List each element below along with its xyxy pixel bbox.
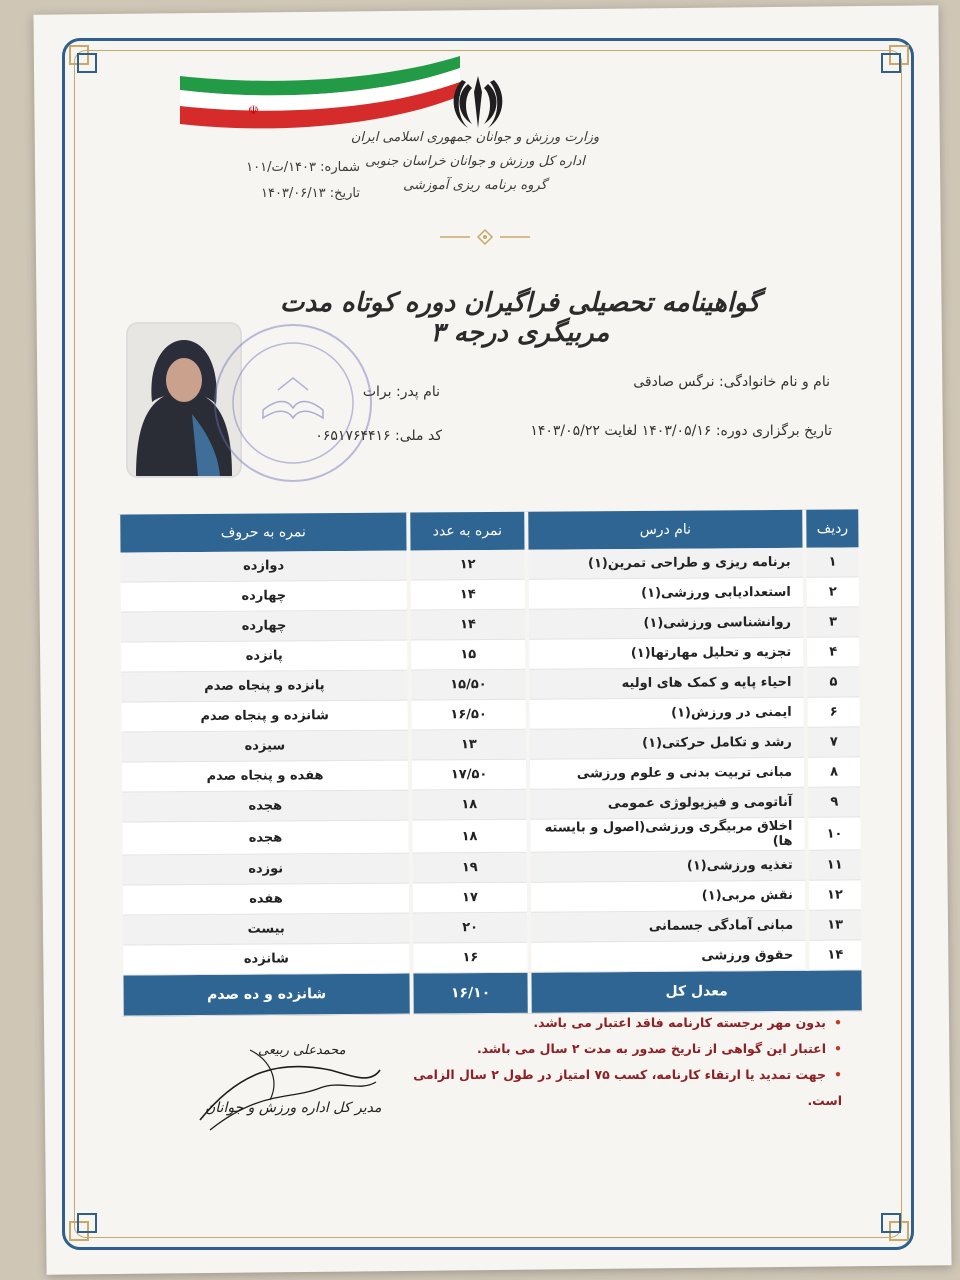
row-score: ۱۸ (410, 789, 528, 820)
official-stamp (208, 318, 378, 488)
row-words: هفده (121, 883, 411, 915)
row-course: اخلاق مربیگری ورزشی(اصول و بایسته ها) (528, 817, 806, 852)
row-index: ۱ (805, 547, 859, 577)
row-index: ۱۰ (806, 817, 860, 850)
row-index: ۸ (806, 757, 860, 787)
row-score: ۱۶ (411, 942, 529, 973)
father-row (270, 384, 440, 400)
row-score: ۱۹ (411, 852, 529, 883)
row-index: ۱۴ (807, 940, 861, 970)
national-code-value: ۰۶۵۱۷۶۴۴۱۶ (315, 428, 391, 444)
note-validity-period: • اعتبار این گواهی از تاریخ صدور به مدت ۲ سال می باشد. (380, 1036, 842, 1062)
header-score: نمره به عدد (408, 512, 526, 551)
corner-ornament-top-left (66, 42, 112, 88)
row-index: ۱۲ (807, 880, 861, 910)
row-course: مبانی تربیت بدنی و علوم ورزشی (528, 757, 806, 789)
table-row (120, 817, 860, 855)
row-words: بیست (121, 913, 411, 945)
reference-date (180, 181, 360, 207)
certificate-title: گواهینامه تحصیلی فراگیران دوره کوتاه مدت مربیگری درجه ۳ (279, 288, 760, 348)
row-score: ۱۸ (410, 819, 528, 853)
row-index: ۷ (806, 727, 860, 757)
number-value: ۱۴۰۳/ت/۱۰۱ (246, 160, 317, 175)
row-course: تجزیه و تحلیل مهارتها(۱) (527, 637, 805, 669)
table-header-row (118, 509, 858, 552)
row-score: ۱۵/۵۰ (409, 669, 527, 700)
row-index: ۱۳ (807, 910, 861, 940)
row-words: پانزده و پنجاه صدم (119, 670, 409, 702)
row-course: نقش مربی(۱) (529, 880, 807, 912)
row-course: رشد و تکامل حرکتی(۱) (528, 727, 806, 759)
row-course: مبانی آمادگی جسمانی (529, 910, 807, 942)
note-renewal-requirement: • جهت تمدید یا ارتقاء کارنامه، کسب ۷۵ امتیاز در طول ۲ سال الزامی است. (380, 1062, 842, 1114)
course-date-row (440, 423, 832, 439)
row-score: ۱۷ (411, 882, 529, 913)
iran-emblem-icon (446, 70, 510, 134)
row-words: چهارده (119, 580, 409, 612)
row-score: ۱۵ (409, 639, 527, 670)
name-value: نرگس صادقی (633, 374, 715, 390)
row-score: ۱۴ (409, 609, 527, 640)
corner-ornament-top-right (866, 42, 912, 88)
date-value: ۱۴۰۳/۰۶/۱۳ (260, 186, 326, 201)
row-course: استعدادیابی ورزشی(۱) (527, 577, 805, 609)
svg-text:☫: ☫ (248, 103, 259, 117)
number-label: شماره: (320, 160, 360, 175)
ministry-line-2: اداره کل ورزش و جوانان خراسان جنوبی (365, 154, 585, 169)
grades-table-body (119, 547, 862, 975)
row-words: پانزده (119, 640, 409, 672)
row-score: ۲۰ (411, 912, 529, 943)
notes-list (380, 1010, 842, 1114)
row-words: شانزده (121, 943, 411, 975)
row-score: ۱۴ (409, 579, 527, 610)
row-course: برنامه ریزی و طراحی تمرین(۱) (527, 548, 805, 579)
row-words: هفده و پنجاه صدم (120, 760, 410, 792)
corner-ornament-bottom-left (66, 1198, 112, 1244)
total-score: ۱۶/۱۰ (411, 972, 529, 1014)
row-words: نوزده (121, 853, 411, 885)
ornament-divider (440, 228, 530, 246)
reference-number (180, 155, 360, 181)
grades-table (116, 509, 861, 1016)
row-words: چهارده (119, 610, 409, 642)
director-name: محمدعلی ربیعی (258, 1043, 346, 1058)
row-words: هجده (120, 790, 410, 822)
row-index: ۲ (805, 577, 859, 607)
row-score: ۱۳ (410, 729, 528, 760)
row-words: شانزده و پنجاه صدم (120, 700, 410, 732)
header-index: ردیف (804, 509, 858, 547)
row-index: ۵ (805, 667, 859, 697)
row-index: ۹ (806, 787, 860, 817)
row-words: سیزده (120, 730, 410, 762)
row-course: حقوق ورزشی (529, 940, 807, 972)
note-stamp-validity: • بدون مهر برجسته کارنامه فاقد اعتبار می باشد. (380, 1010, 842, 1036)
row-course: آناتومی و فیزیولوژی عمومی (528, 787, 806, 819)
row-words: دوازده (119, 551, 409, 583)
course-date-label: تاریخ برگزاری دوره: (715, 423, 832, 439)
row-course: ایمنی در ورزش(۱) (528, 697, 806, 729)
director-title: مدیر کل اداره ورزش و جوانان (205, 1100, 382, 1116)
name-label: نام و نام خانوادگی: (719, 374, 830, 390)
national-code-label: کد ملی: (395, 428, 442, 444)
header-course: نام درس (526, 510, 804, 550)
course-date-value: ۱۴۰۳/۰۵/۱۶ لغایت ۱۴۰۳/۰۵/۲۲ (530, 423, 712, 439)
national-code-row (262, 428, 442, 444)
reference-block (180, 155, 360, 207)
row-course: احیاء پایه و کمک های اولیه (527, 667, 805, 699)
row-score: ۱۶/۵۰ (410, 699, 528, 730)
father-value: برات (362, 384, 392, 400)
row-score: ۱۷/۵۰ (410, 759, 528, 790)
ministry-line-3: گروه برنامه ریزی آموزشی (403, 178, 547, 193)
row-course: تغذیه ورزشی(۱) (529, 850, 807, 882)
total-words: شانزده و ده صدم (121, 973, 411, 1016)
row-score: ۱۲ (409, 550, 527, 580)
date-label: تاریخ: (329, 186, 360, 201)
father-label: نام پدر: (395, 384, 440, 400)
name-row (500, 374, 830, 390)
corner-ornament-bottom-right (866, 1198, 912, 1244)
row-course: روانشناسی ورزشی(۱) (527, 607, 805, 639)
row-index: ۳ (805, 607, 859, 637)
row-index: ۶ (806, 697, 860, 727)
row-index: ۴ (805, 637, 859, 667)
header-words: نمره به حروف (118, 513, 408, 553)
ministry-header (340, 126, 610, 198)
total-label: معدل کل (529, 970, 861, 1013)
ministry-line-1: وزارت ورزش و جوانان جمهوری اسلامی ایران (350, 130, 600, 145)
row-words: هجده (120, 820, 410, 855)
row-index: ۱۱ (807, 850, 861, 880)
